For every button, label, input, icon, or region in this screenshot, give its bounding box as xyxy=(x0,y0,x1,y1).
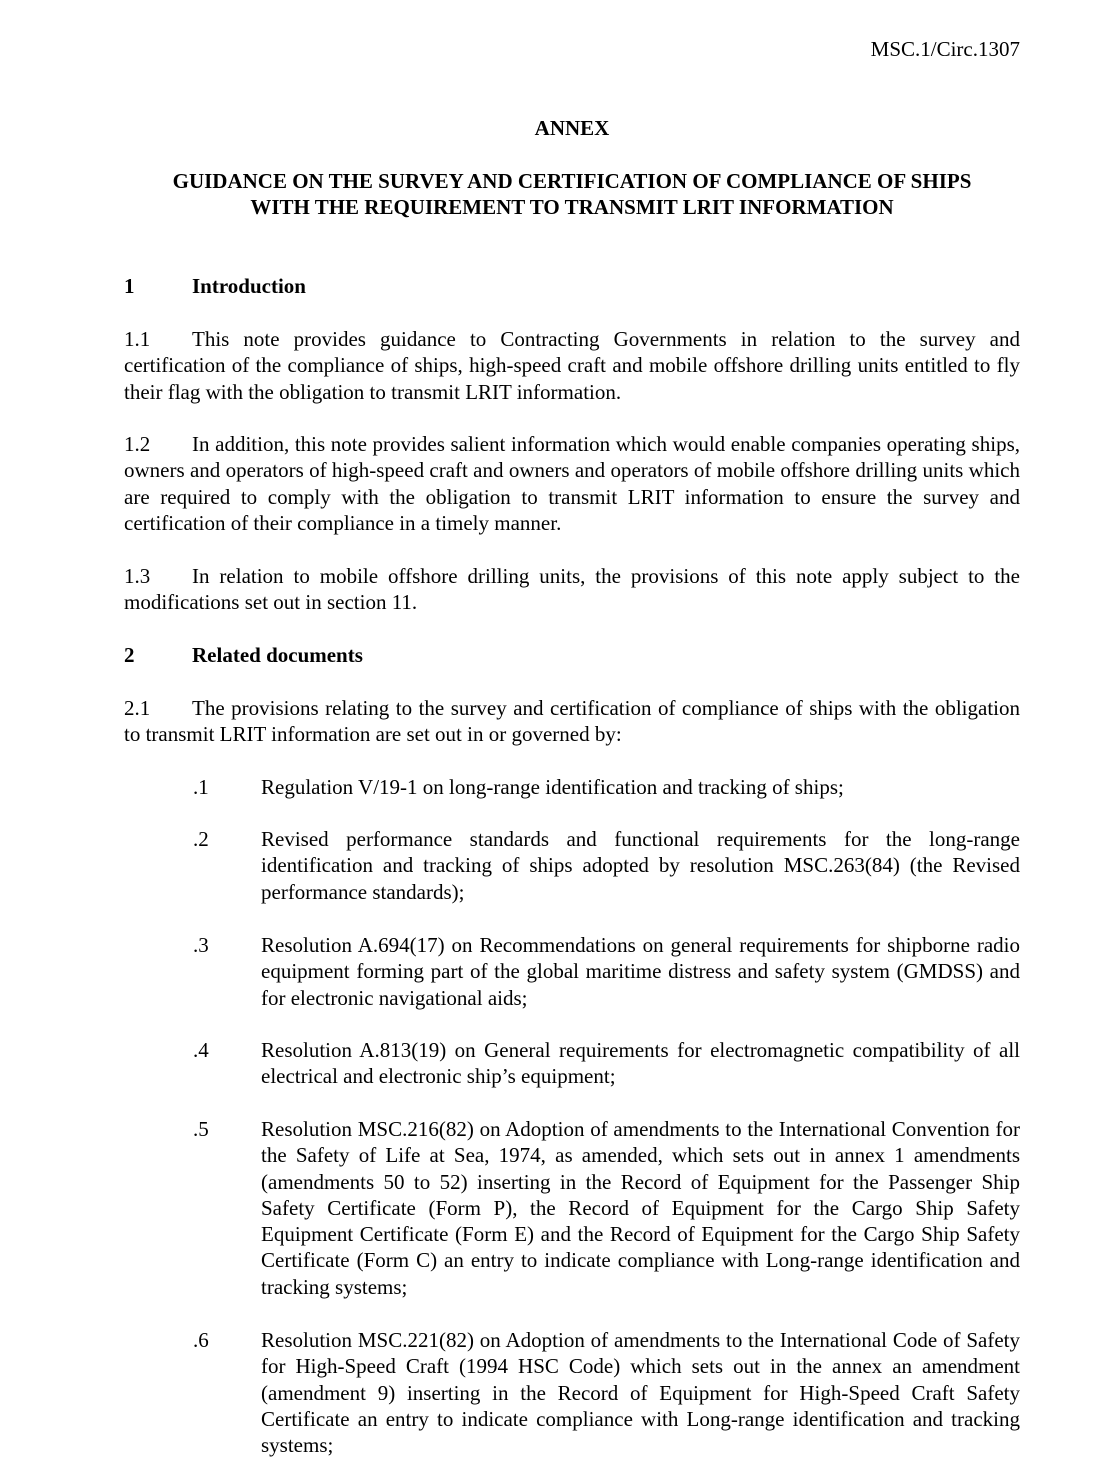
list-item-text: Resolution A.694(17) on Recommendations on general requirements for shipborne radio equipment forming part of the global maritime distress and safety system (GMDSS) and for electronic navigational aids; xyxy=(261,933,1020,1010)
paragraph-number: 1.2 xyxy=(124,432,151,456)
list-item-text: Regulation V/19-1 on long-range identification and tracking of ships; xyxy=(261,775,844,799)
list-item xyxy=(193,1116,1020,1300)
paragraph-2-1 xyxy=(124,695,1020,748)
annex-title: ANNEX xyxy=(534,116,610,140)
section-number: 2 xyxy=(124,643,135,667)
paragraph-1-2 xyxy=(124,431,1020,536)
list-item-number: .3 xyxy=(193,933,209,957)
paragraph-text: In addition, this note provides salient information which would enable companies operating ships, owners and operators of high-speed craft and owners and operators of mobile offshore drilling units which are required to comply with the obligation to transmit LRIT information to ensure the survey and certification of their compliance in a timely manner. xyxy=(124,432,1020,535)
paragraph-text: This note provides guidance to Contracting Governments in relation to the survey and certification of the compliance of ships, high-speed craft and mobile offshore drilling units entitled to fly their flag with the obligation to transmit LRIT information. xyxy=(124,327,1020,404)
paragraph-1-1 xyxy=(124,326,1020,405)
list-item-number: .5 xyxy=(193,1117,209,1141)
section-number: 1 xyxy=(124,274,135,298)
section-heading-introduction xyxy=(124,273,1020,299)
list-item xyxy=(193,1327,1020,1458)
list-item-number: .4 xyxy=(193,1038,209,1062)
paragraph-number: 1.1 xyxy=(124,327,151,351)
list-item-number: .2 xyxy=(193,827,209,851)
section-title: Related documents xyxy=(192,643,363,667)
paragraph-1-3 xyxy=(124,563,1020,616)
section-title: Introduction xyxy=(192,274,306,298)
guidance-title xyxy=(124,168,1020,221)
list-item xyxy=(193,826,1020,905)
list-item-text: Resolution MSC.216(82) on Adoption of amendments to the International Convention for the Safety of Life at Sea, 1974, as amended, which sets out in annex 1 amendments (amendments 50 to 52) inserting in the Record of Equipment for the Passenger Ship Safety Certificate (Form P), the Record of Equipment for the Cargo Ship Safety Equipment Certificate (Form E) and the Record of Equipment for the Cargo Ship Safety Certificate (Form C) an entry to indicate compliance with Long-range identification and tracking systems; xyxy=(261,1117,1020,1299)
document-reference: MSC.1/Circ.1307 xyxy=(870,37,1020,61)
paragraph-number: 2.1 xyxy=(124,696,151,720)
list-item xyxy=(193,1037,1020,1090)
list-item-number: .1 xyxy=(193,775,209,799)
list-item-text: Resolution A.813(19) on General requirements for electromagnetic compatibility of all electrical and electronic ship’s equipment; xyxy=(261,1038,1020,1089)
list-item-text: Resolution MSC.221(82) on Adoption of amendments to the International Code of Safety for High-Speed Craft (1994 HSC Code) which sets out in the annex an amendment (amendment 9) inserting in the Record of Equipment for High-Speed Craft Safety Certificate an entry to indicate compliance with Long-range identification and tracking systems; xyxy=(261,1328,1020,1458)
list-item-text: Revised performance standards and functional requirements for the long-range identification and tracking of ships adopted by resolution MSC.263(84) (the Revised performance standards); xyxy=(261,827,1020,904)
paragraph-text: The provisions relating to the survey and certification of compliance of ships with the obligation to transmit LRIT information are set out in or governed by: xyxy=(124,696,1020,747)
section-heading-related-documents xyxy=(124,642,1020,668)
paragraph-number: 1.3 xyxy=(124,564,151,588)
guidance-title-line2: WITH THE REQUIREMENT TO TRANSMIT LRIT INFORMATION xyxy=(250,195,894,220)
list-item xyxy=(193,774,1020,800)
list-item xyxy=(193,932,1020,1011)
paragraph-text: In relation to mobile offshore drilling units, the provisions of this note apply subject to the modifications set out in section 11. xyxy=(124,564,1020,615)
list-item-number: .6 xyxy=(193,1328,209,1352)
guidance-title-line1: GUIDANCE ON THE SURVEY AND CERTIFICATION OF COMPLIANCE OF SHIPS xyxy=(172,169,972,193)
